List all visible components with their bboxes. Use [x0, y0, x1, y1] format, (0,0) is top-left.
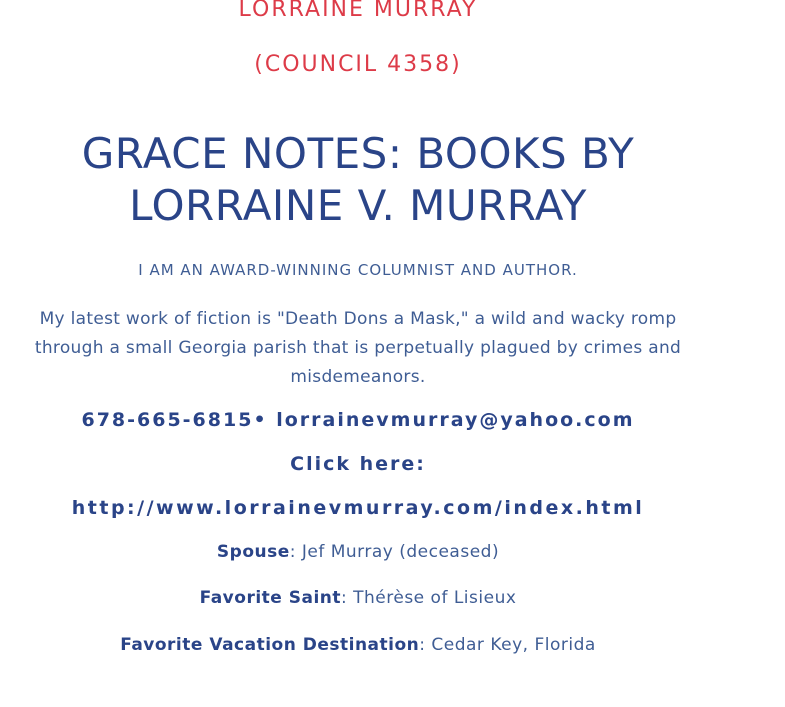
page-title — [0, 128, 716, 232]
book-description: My latest work of fiction is "Death Dons a Mask," a wild and wacky romp through a small Georgia parish that is perpetually plagued by crimes and misdemeanors. — [34, 309, 682, 387]
fact-value: : Cedar Key, Florida — [419, 635, 596, 655]
fact-label: Favorite Vacation Destination — [120, 635, 420, 655]
fact-label: Spouse — [216, 542, 290, 562]
website-link[interactable]: http://www.lorrainevmurray.com/index.html — [71, 497, 645, 519]
phone-number: 678-665-6815 — [81, 409, 254, 431]
fact-favorite-saint — [0, 588, 716, 608]
fact-vacation-destination — [0, 635, 716, 655]
email-link[interactable]: lorrainevmurray@yahoo.com — [276, 409, 635, 431]
fact-value: : Jef Murray (deceased) — [289, 542, 500, 562]
tagline: I AM AN AWARD-WINNING COLUMNIST AND AUTHOR. — [138, 261, 578, 279]
page-title-line-2: LORRAINE V. MURRAY — [129, 181, 587, 230]
fact-spouse — [0, 542, 716, 562]
fact-value: : Thérèse of Lisieux — [341, 588, 517, 608]
contact-line — [0, 409, 716, 431]
click-here-label: Click here: — [290, 453, 426, 475]
member-name: LORRAINE MURRAY — [238, 0, 478, 22]
contact-separator: • — [253, 409, 277, 431]
fact-label: Favorite Saint — [199, 588, 341, 608]
page-title-line-1: GRACE NOTES: BOOKS BY — [81, 129, 635, 178]
member-council: (COUNCIL 4358) — [254, 52, 462, 77]
